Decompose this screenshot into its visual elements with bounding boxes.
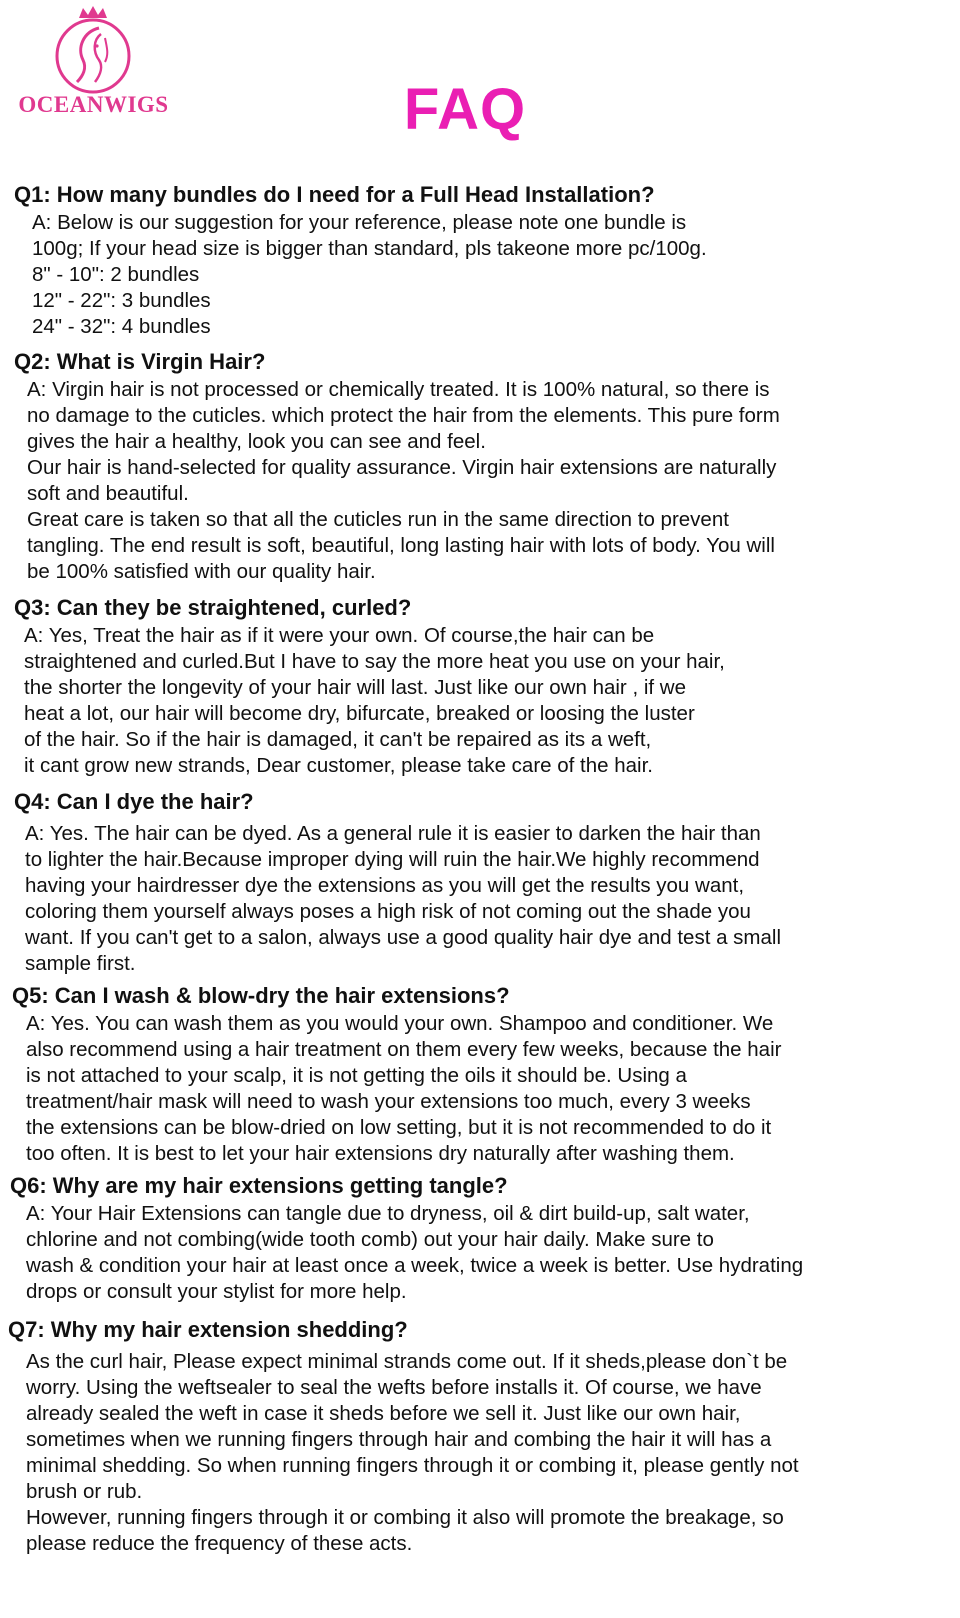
answer-line: no damage to the cuticles. which protect the hair from the elements. This pure form bbox=[27, 404, 780, 427]
answer-line: want. If you can't get to a salon, always use a good quality hair dye and test a small bbox=[25, 926, 782, 949]
answer-line: A: Yes. The hair can be dyed. As a general rule it is easier to darken the hair than bbox=[25, 822, 761, 845]
answer-line: worry. Using the weftsealer to seal the wefts before installs it. Of course, we have bbox=[26, 1376, 762, 1399]
answer-line: already sealed the weft in case it sheds before we sell it. Just like our own hair, bbox=[26, 1402, 741, 1425]
answer-line: Great care is taken so that all the cuticles run in the same direction to prevent bbox=[27, 508, 729, 531]
faq-question: Q4: Can I dye the hair? bbox=[14, 789, 254, 814]
answer-line: the extensions can be blow-dried on low setting, but it is not recommended to do it bbox=[26, 1116, 772, 1139]
answer-line: heat a lot, our hair will become dry, bifurcate, breaked or loosing the luster bbox=[24, 702, 695, 725]
answer-line: tangling. The end result is soft, beautiful, long lasting hair with lots of body. You will bbox=[27, 534, 775, 557]
answer-line: also recommend using a hair treatment on them every few weeks, because the hair bbox=[26, 1038, 782, 1061]
answer-line: 24" - 32": 4 bundles bbox=[32, 315, 211, 338]
answer-line: too often. It is best to let your hair extensions dry naturally after washing them. bbox=[26, 1142, 735, 1165]
answer-line: soft and beautiful. bbox=[27, 482, 189, 505]
answer-line: A: Your Hair Extensions can tangle due to dryness, oil & dirt build-up, salt water, bbox=[26, 1202, 750, 1225]
faq-answer bbox=[8, 1349, 948, 1557]
faq-item bbox=[14, 182, 954, 340]
answer-line: Our hair is hand-selected for quality assurance. Virgin hair extensions are naturally bbox=[27, 456, 777, 479]
faq-answer bbox=[14, 377, 954, 585]
faq-item bbox=[14, 349, 954, 585]
answer-line: to lighter the hair.Because improper dying will ruin the hair.We highly recommend bbox=[25, 848, 760, 871]
answer-line: having your hairdresser dye the extensions as you will get the results you want, bbox=[25, 874, 745, 897]
answer-line: coloring them yourself always poses a high risk of not coming out the shade you bbox=[25, 900, 751, 923]
answer-line: 8" - 10": 2 bundles bbox=[32, 263, 200, 286]
faq-item bbox=[12, 983, 952, 1167]
faq-answer bbox=[14, 821, 954, 977]
answer-line: As the curl hair, Please expect minimal strands come out. If it sheds,please don`t be bbox=[26, 1350, 788, 1373]
faq-answer bbox=[14, 210, 954, 340]
faq-question: Q5: Can I wash & blow-dry the hair extensions? bbox=[12, 983, 510, 1008]
faq-item bbox=[10, 1173, 950, 1305]
answer-line: sometimes when we running fingers through hair and combing the hair it will has a bbox=[26, 1428, 772, 1451]
answer-line: minimal shedding. So when running fingers through it or combing it, please gently not bbox=[26, 1454, 799, 1477]
answer-line: sample first. bbox=[25, 952, 136, 975]
answer-line: be 100% satisfied with our quality hair. bbox=[27, 560, 376, 583]
faq-question: Q3: Can they be straightened, curled? bbox=[14, 595, 412, 620]
faq-item bbox=[14, 595, 954, 779]
answer-line: treatment/hair mask will need to wash your extensions too much, every 3 weeks bbox=[26, 1090, 751, 1113]
answer-line: the shorter the longevity of your hair will last. Just like our own hair , if we bbox=[24, 676, 686, 699]
answer-line: wash & condition your hair at least once a week, twice a week is better. Use hydrating bbox=[26, 1254, 804, 1277]
faq-question: Q2: What is Virgin Hair? bbox=[14, 349, 266, 374]
page-title: FAQ bbox=[403, 77, 527, 142]
faq-question: Q7: Why my hair extension shedding? bbox=[8, 1317, 408, 1342]
faq-answer bbox=[10, 1201, 950, 1305]
answer-line: please reduce the frequency of these acts. bbox=[26, 1532, 413, 1555]
answer-line: drops or consult your stylist for more help. bbox=[26, 1280, 407, 1303]
answer-line: chlorine and not combing(wide tooth comb) out your hair daily. Make sure to bbox=[26, 1228, 714, 1251]
faq-item bbox=[8, 1317, 948, 1557]
faq-question: Q6: Why are my hair extensions getting tangle? bbox=[10, 1173, 508, 1198]
answer-line: A: Virgin hair is not processed or chemically treated. It is 100% natural, so there is bbox=[27, 378, 770, 401]
answer-line: A: Below is our suggestion for your reference, please note one bundle is bbox=[32, 211, 687, 234]
answer-line: 100g; If your head size is bigger than standard, pls takeone more pc/100g. bbox=[32, 237, 707, 260]
faq-item bbox=[14, 789, 954, 977]
faq-answer bbox=[12, 1011, 952, 1167]
brand-name: OCEANWIGS bbox=[18, 92, 169, 117]
answer-line: However, running fingers through it or combing it also will promote the breakage, so bbox=[26, 1506, 784, 1529]
answer-line: it cant grow new strands, Dear customer, please take care of the hair. bbox=[24, 754, 653, 777]
answer-line: 12" - 22": 3 bundles bbox=[32, 289, 211, 312]
answer-line: gives the hair a healthy, look you can see and feel. bbox=[27, 430, 486, 453]
faq-question: Q1: How many bundles do I need for a Full Head Installation? bbox=[14, 182, 655, 207]
answer-line: of the hair. So if the hair is damaged, it can't be repaired as its a weft, bbox=[24, 728, 652, 751]
answer-line: is not attached to your scalp, it is not getting the oils it should be. Using a bbox=[26, 1064, 687, 1087]
answer-line: straightened and curled.But I have to say the more heat you use on your hair, bbox=[24, 650, 725, 673]
answer-line: A: Yes. You can wash them as you would your own. Shampoo and conditioner. We bbox=[26, 1012, 774, 1035]
answer-line: brush or rub. bbox=[26, 1480, 143, 1503]
faq-answer bbox=[14, 623, 954, 779]
answer-line: A: Yes, Treat the hair as if it were your own. Of course,the hair can be bbox=[24, 624, 655, 647]
